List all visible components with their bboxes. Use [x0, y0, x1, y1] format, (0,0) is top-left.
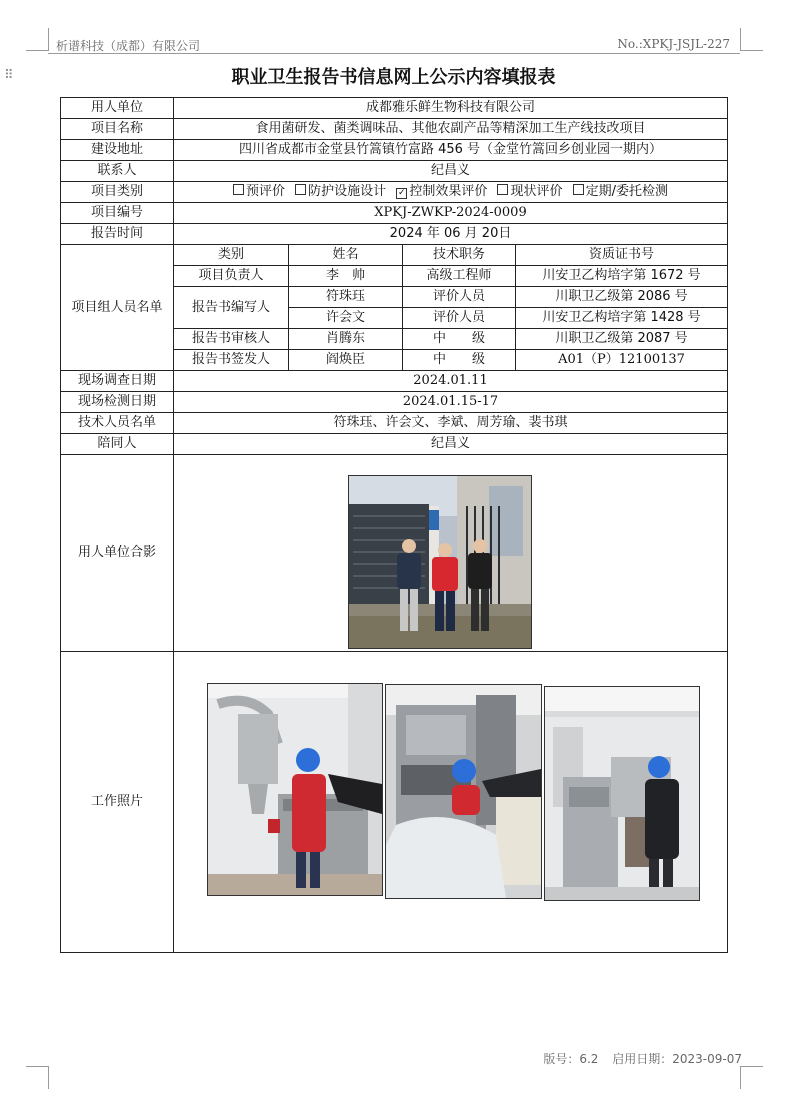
value-address: 四川省成都市金堂县竹篙镇竹富路 456 号（金堂竹篙回乡创业园一期内）	[174, 140, 728, 161]
crop-mark-top-right	[740, 28, 763, 51]
checkbox-icon[interactable]	[295, 184, 306, 195]
value-contact: 纪昌义	[174, 161, 728, 182]
value-survey-date: 2024.01.11	[174, 371, 728, 392]
option-control-effect[interactable]: ✓ 控制效果评价	[398, 184, 488, 199]
row-test-date	[61, 392, 728, 413]
option-protection-design[interactable]: 防护设施设计	[295, 184, 386, 199]
label-test-date: 现场检测日期	[61, 392, 174, 413]
value-employer: 成都雅乐鲜生物科技有限公司	[174, 98, 728, 119]
crop-mark-top-left	[26, 28, 49, 51]
team-category: 报告书签发人	[174, 350, 289, 371]
team-title: 中 级	[403, 350, 516, 371]
label-address: 建设地址	[61, 140, 174, 161]
team-name: 肖腾东	[289, 329, 403, 350]
team-title: 评价人员	[403, 287, 516, 308]
option-status-evaluation[interactable]: 现状评价	[497, 184, 562, 199]
footer-effective-date: 启用日期：2023-09-07	[612, 1052, 742, 1066]
work-photo-3-image	[545, 687, 699, 900]
label-contact: 联系人	[61, 161, 174, 182]
row-contact	[61, 161, 728, 182]
team-category: 报告书编写人	[174, 287, 289, 329]
label-employer: 用人单位	[61, 98, 174, 119]
label-work-photos: 工作照片	[61, 652, 174, 953]
value-project-no: XPKJ-ZWKP-2024-0009	[174, 203, 728, 224]
table-drag-handle-icon[interactable]: ⠿	[4, 68, 12, 83]
value-project-name: 食用菌研发、菌类调味品、其他农副产品等精深加工生产线技改项目	[174, 119, 728, 140]
label-technicians: 技术人员名单	[61, 413, 174, 434]
team-header-name: 姓名	[289, 245, 403, 266]
crop-mark-bottom-left	[26, 1066, 49, 1089]
row-address	[61, 140, 728, 161]
team-title: 高级工程师	[403, 266, 516, 287]
team-category: 报告书审核人	[174, 329, 289, 350]
work-photo-1-image	[208, 684, 382, 895]
value-test-date: 2024.01.15-17	[174, 392, 728, 413]
row-report-time	[61, 224, 728, 245]
checkbox-icon[interactable]	[233, 184, 244, 195]
footer	[533, 1050, 742, 1067]
row-employer	[61, 98, 728, 119]
team-title: 中 级	[403, 329, 516, 350]
team-header-row	[61, 245, 728, 266]
checkbox-icon[interactable]	[573, 184, 584, 195]
team-name: 阎焕臣	[289, 350, 403, 371]
team-header-title: 技术职务	[403, 245, 516, 266]
team-header-category: 类别	[174, 245, 289, 266]
team-title: 评价人员	[403, 308, 516, 329]
label-escort: 陪同人	[61, 434, 174, 455]
team-cert: 川职卫乙级第 2086 号	[516, 287, 728, 308]
checkbox-checked-icon[interactable]: ✓	[398, 188, 406, 198]
label-survey-date: 现场调查日期	[61, 371, 174, 392]
work-photo-2[interactable]	[385, 684, 542, 899]
team-name: 符珠珏	[289, 287, 403, 308]
work-photo-2-image	[386, 685, 541, 898]
team-cert: 川职卫乙级第 2087 号	[516, 329, 728, 350]
team-name: 李 帅	[289, 266, 403, 287]
option-periodic-testing[interactable]: 定期/委托检测	[573, 184, 668, 199]
footer-version: 版号：6.2	[543, 1052, 599, 1066]
header-company: 析谱科技（成都）有限公司	[56, 39, 201, 53]
project-type-options	[174, 182, 728, 203]
header-rule	[48, 53, 740, 54]
label-project-name: 项目名称	[61, 119, 174, 140]
team-header-cert: 资质证书号	[516, 245, 728, 266]
row-project-type	[61, 182, 728, 203]
team-cert: A01（P）12100137	[516, 350, 728, 371]
value-technicians: 符珠珏、许会文、李斌、周芳瑜、裴书琪	[174, 413, 728, 434]
value-report-time: 2024 年 06 月 20日	[174, 224, 728, 245]
group-photo-image	[349, 476, 531, 648]
value-escort: 纪昌义	[174, 434, 728, 455]
header-doc-number: No.:XPKJ-JSJL-227	[617, 37, 730, 51]
option-pre-evaluation[interactable]: 预评价	[233, 184, 285, 199]
row-escort	[61, 434, 728, 455]
label-project-no: 项目编号	[61, 203, 174, 224]
row-technicians	[61, 413, 728, 434]
crop-mark-bottom-right	[740, 1066, 763, 1089]
work-photo-1[interactable]	[207, 683, 383, 896]
page-title: 职业卫生报告书信息网上公示内容填报表	[231, 67, 556, 88]
team-cert: 川安卫乙构培字第 1428 号	[516, 308, 728, 329]
team-category: 项目负责人	[174, 266, 289, 287]
label-project-type: 项目类别	[61, 182, 174, 203]
work-photo-3[interactable]	[544, 686, 700, 901]
row-project-no	[61, 203, 728, 224]
row-survey-date	[61, 371, 728, 392]
label-team: 项目组人员名单	[61, 245, 174, 371]
team-name: 许会文	[289, 308, 403, 329]
checkbox-icon[interactable]	[497, 184, 508, 195]
label-report-time: 报告时间	[61, 224, 174, 245]
row-project-name	[61, 119, 728, 140]
label-group-photo: 用人单位合影	[61, 455, 174, 652]
group-photo[interactable]	[348, 475, 532, 649]
team-cert: 川安卫乙构培字第 1672 号	[516, 266, 728, 287]
